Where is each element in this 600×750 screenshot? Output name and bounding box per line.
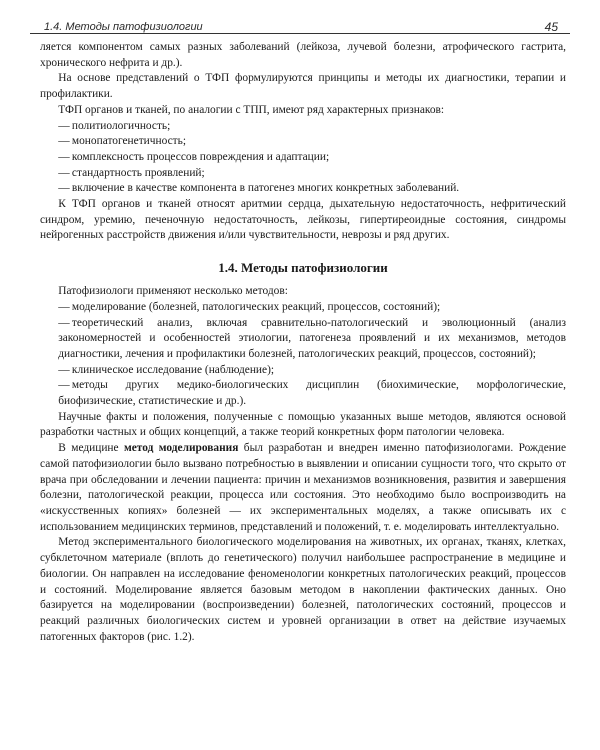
paragraph-examples: К ТФП органов и тканей относят аритмии сердца, дыхательную недостаточность, нефритический синдром, уремию, печеночную недостаточность, лейкозы, гипертиреоидные состояния, синдромы нейрогенных расстройств движения и/или чувствительности, неврозы и ряд других. xyxy=(40,198,566,242)
list-item: — монопатогенетичность; xyxy=(58,135,186,148)
list-item: — методы других медико-биологических дисциплин (биохимические, морфологические, биофизические, статистические и др.). xyxy=(58,379,566,408)
bold-term: метод моделирования xyxy=(123,442,239,455)
paragraph-experimental: Метод экспериментального биологического моделирования на животных, их органах, тканях, клетках, субклеточном материале (вплоть до генетического) получил наибольшее распространение в медицине и биологии. Он направлен на исследование феноменологии конкретных патологических реакций, процессов и состояний. Моделирование является базовым методом в накоплении фактических данных. Оно базируется на моделировании (воспроизведении) болезней, патологических состояний, процессов и реакций различных биологических систем и уровней организации в ответ на действие изучаемых патогенных факторов (рис. 1.2). xyxy=(40,536,566,643)
running-header xyxy=(30,8,570,34)
page-number: 45 xyxy=(544,20,558,34)
paragraph-facts: Научные факты и положения, полученные с помощью указанных выше методов, являются основой разработки частных и общих концепций, а также теорий конкретных форм патологии человека. xyxy=(40,410,566,439)
list-item: — теоретический анализ, включая сравнительно-патологический и эволюционный (анализ закономерностей и особенностей этиологии, патогенеза проявлений и их механизмов, методов диагностики, лечения и профилактики болезней, патологических реакций, процессов, состояний); xyxy=(58,316,566,360)
list-item: — моделирование (болезней, патологических реакций, процессов, состояний); xyxy=(58,300,441,313)
section-title: 1.4. Методы патофизиологии xyxy=(218,260,388,276)
page-body xyxy=(40,40,566,645)
paragraph-principles: На основе представлений о ТФП формулируются принципы и методы их диагностики, терапии и профилактики. xyxy=(40,72,566,101)
paragraph-methods-intro: Патофизиологи применяют несколько методов: xyxy=(58,285,288,298)
running-header-section: 1.4. Методы патофизиологии xyxy=(44,21,203,33)
list-item: — клиническое исследование (наблюдение); xyxy=(58,363,275,376)
list-item: — комплексность процессов повреждения и адаптации; xyxy=(58,150,330,163)
list-item: — стандартность проявлений; xyxy=(58,166,205,179)
paragraph-modeling: В медицине метод моделирования был разработан и внедрен именно патофизиологами. Рождение самой патофизиологии было вызвано потребностью в выявлении и описании сущности того, что скрыто от врача при обследовании и лечении пациента: причин и механизмов возникновения, развития и завершения болезни, патологической реакции, процесса или состояния. Это необходимо было воспроизводить на «искусственных копиях» болезней — их экспериментальных моделях, а также описывать их с использованием медицинских терминов, представлений и положений, т. е. моделировать интеллектуально. xyxy=(40,442,566,533)
list-item: — политиологичность; xyxy=(58,119,171,132)
paragraph-features: ТФП органов и тканей, по аналогии с ТПП, имеют ряд характерных признаков: xyxy=(58,103,445,116)
paragraph-continuation: ляется компонентом самых разных заболеваний (лейкоза, лучевой болезни, атрофического гастрита, хронического нефрита и др.). xyxy=(40,41,566,69)
list-item: — включение в качестве компонента в патогенез многих конкретных заболеваний. xyxy=(58,182,460,195)
header-rule xyxy=(30,33,570,34)
methods-list xyxy=(40,300,566,410)
features-list xyxy=(40,119,566,198)
